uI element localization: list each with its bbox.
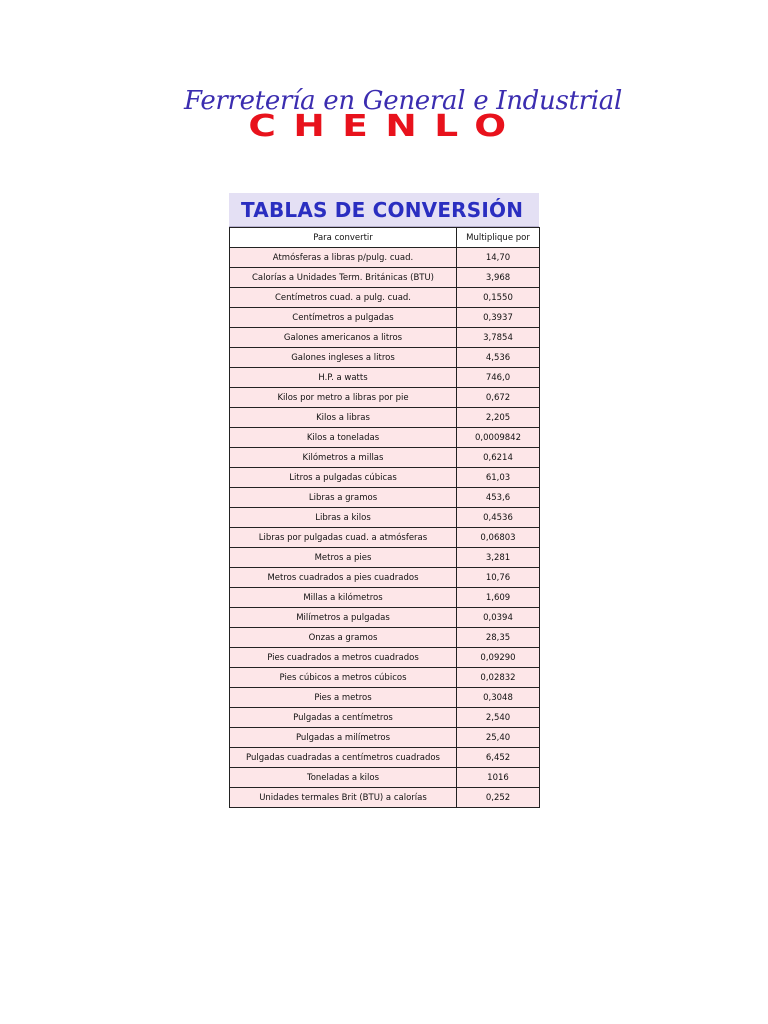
table-row [230,728,540,748]
table-row [230,548,540,568]
conversion-label-cell: Litros a pulgadas cúbicas [230,468,457,488]
conversion-factor-cell: 0,4536 [457,508,540,528]
table-title-box [229,193,539,227]
table-row [230,408,540,428]
table-row [230,428,540,448]
table-row [230,348,540,368]
conversion-label-cell: Unidades termales Brit (BTU) a calorías [230,788,457,808]
conversion-factor-cell: 0,672 [457,388,540,408]
conversion-factor-cell: 453,6 [457,488,540,508]
logo-brand-name: CHENLO [248,109,524,144]
conversion-factor-cell: 0,02832 [457,668,540,688]
table-row [230,248,540,268]
conversion-factor-cell: 14,70 [457,248,540,268]
conversion-factor-cell: 1,609 [457,588,540,608]
conversion-label-cell: Millas a kilómetros [230,588,457,608]
table-row [230,788,540,808]
conversion-factor-cell: 0,09290 [457,648,540,668]
conversion-label-cell: Toneladas a kilos [230,768,457,788]
conversion-label-cell: Libras a gramos [230,488,457,508]
conversion-factor-cell: 2,205 [457,408,540,428]
conversion-label-cell: Galones ingleses a litros [230,348,457,368]
conversion-factor-cell: 0,0394 [457,608,540,628]
table-row [230,268,540,288]
conversion-factor-cell: 25,40 [457,728,540,748]
conversion-label-cell: Metros a pies [230,548,457,568]
conversion-factor-cell: 3,7854 [457,328,540,348]
company-logo [184,86,622,144]
table-row [230,708,540,728]
conversion-factor-cell: 3,968 [457,268,540,288]
conversion-label-cell: Galones americanos a litros [230,328,457,348]
table-body [230,248,540,808]
table-header-row [230,228,540,248]
conversion-label-cell: Kilómetros a millas [230,448,457,468]
conversion-label-cell: Milímetros a pulgadas [230,608,457,628]
table-row [230,468,540,488]
conversion-factor-cell: 4,536 [457,348,540,368]
conversion-table [229,227,540,808]
table-row [230,488,540,508]
conversion-factor-cell: 6,452 [457,748,540,768]
conversion-label-cell: Pies a metros [230,688,457,708]
table-row [230,308,540,328]
table-row [230,388,540,408]
conversion-factor-cell: 28,35 [457,628,540,648]
table-row [230,628,540,648]
conversion-label-cell: Pies cuadrados a metros cuadrados [230,648,457,668]
table-row [230,368,540,388]
conversion-label-cell: Kilos a libras [230,408,457,428]
conversion-label-cell: Calorías a Unidades Term. Británicas (BTU) [230,268,457,288]
table-row [230,748,540,768]
conversion-factor-cell: 0,252 [457,788,540,808]
conversion-factor-cell: 2,540 [457,708,540,728]
conversion-factor-cell: 0,6214 [457,448,540,468]
conversion-label-cell: Pies cúbicos a metros cúbicos [230,668,457,688]
table-row [230,588,540,608]
conversion-label-cell: Centímetros a pulgadas [230,308,457,328]
table-row [230,648,540,668]
conversion-factor-cell: 0,06803 [457,528,540,548]
conversion-label-cell: Centímetros cuad. a pulg. cuad. [230,288,457,308]
conversion-label-cell: Pulgadas a centímetros [230,708,457,728]
conversion-label-cell: H.P. a watts [230,368,457,388]
conversion-label-cell: Kilos a toneladas [230,428,457,448]
conversion-factor-cell: 1016 [457,768,540,788]
table-title: TABLAS DE CONVERSIÓN [241,197,524,222]
table-row [230,288,540,308]
conversion-factor-cell: 0,1550 [457,288,540,308]
table-row [230,668,540,688]
conversion-factor-cell: 3,281 [457,548,540,568]
table-row [230,328,540,348]
conversion-factor-cell: 61,03 [457,468,540,488]
conversion-label-cell: Kilos por metro a libras por pie [230,388,457,408]
table-row [230,448,540,468]
conversion-table-container [229,193,539,808]
conversion-factor-cell: 10,76 [457,568,540,588]
conversion-label-cell: Metros cuadrados a pies cuadrados [230,568,457,588]
conversion-label-cell: Pulgadas a milímetros [230,728,457,748]
header-multiplique-por: Multiplique por [457,228,540,248]
header-para-convertir: Para convertir [230,228,457,248]
conversion-label-cell: Onzas a gramos [230,628,457,648]
conversion-factor-cell: 0,3937 [457,308,540,328]
table-row [230,568,540,588]
table-row [230,688,540,708]
conversion-label-cell: Atmósferas a libras p/pulg. cuad. [230,248,457,268]
conversion-factor-cell: 0,3048 [457,688,540,708]
logo-tagline: Ferretería en General e Industrial [184,86,622,116]
table-row [230,508,540,528]
conversion-label-cell: Libras a kilos [230,508,457,528]
conversion-label-cell: Libras por pulgadas cuad. a atmósferas [230,528,457,548]
conversion-factor-cell: 746,0 [457,368,540,388]
conversion-label-cell: Pulgadas cuadradas a centímetros cuadrados [230,748,457,768]
table-row [230,528,540,548]
table-row [230,608,540,628]
conversion-factor-cell: 0,0009842 [457,428,540,448]
table-row [230,768,540,788]
